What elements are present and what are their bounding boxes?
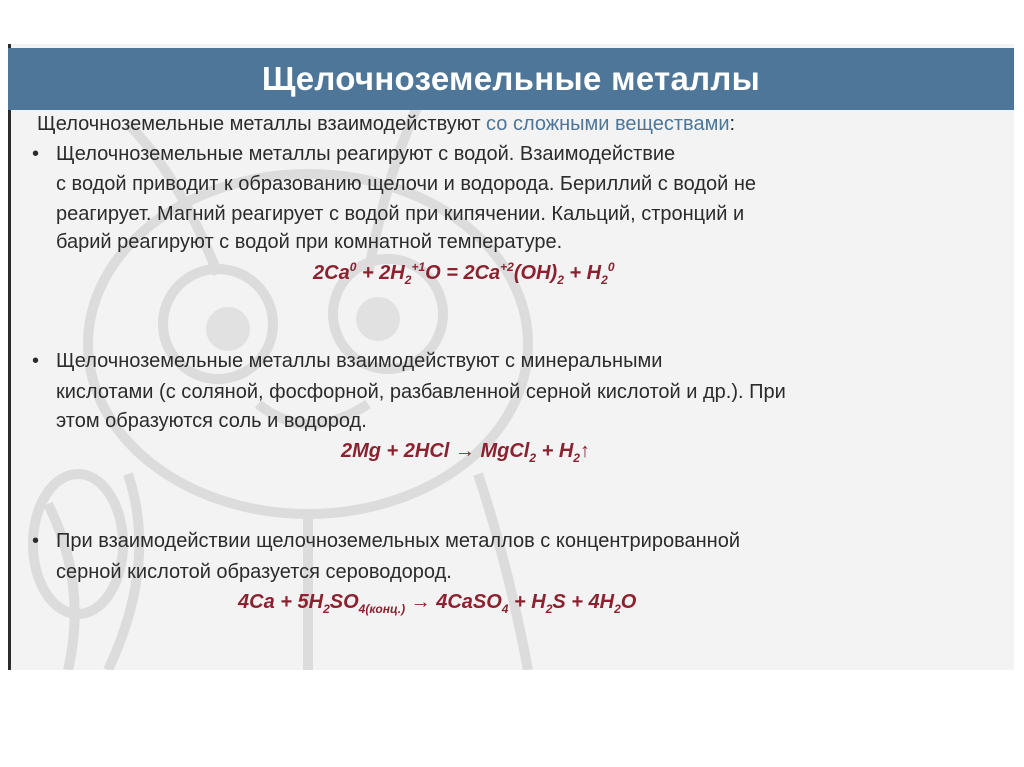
section-2-line-1: Щелочноземельные металлы взаимодействуют с минеральными [56, 350, 663, 372]
section-1-line-4: барий реагируют с водой при комнатной температуре. [56, 231, 563, 253]
intro-accent-text: со сложными веществами [486, 113, 730, 135]
section-1-line-3: реагирует. Магний реагирует с водой при кипячении. Кальций, стронций и [56, 203, 745, 225]
section-2-line-3: этом образуются соль и водород. [56, 410, 367, 432]
bullet-3: • [32, 530, 40, 552]
section-3-line-1: При взаимодействии щелочноземельных металлов с концентрированной [56, 530, 740, 552]
formula-3: $4Ca + 5H_2SO_{4(конц.)}$ → 4CaSO$_4$ + $H_2S + 4H_2O$ [238, 591, 637, 616]
section-1-line-2: с водой приводит к образованию щелочи и водорода. Бериллий с водой не [56, 173, 757, 195]
slide-title: Щелочноземельные металлы [261, 60, 761, 97]
formula-1: $2Ca^0 + 2H_2^{+1}O = 2Ca^{+2}(OH)_2 + H_2^0$ [313, 260, 615, 287]
section-3-line-2: серной кислотой образуется сероводород. [56, 561, 452, 583]
section-1-line-1: Щелочноземельные металлы реагируют с водой. Взаимодействие [56, 143, 676, 165]
intro-text: Щелочноземельные металлы взаимодействуют со сложными веществами: [37, 113, 736, 135]
slide [8, 44, 1014, 670]
bullet-2: • [32, 350, 40, 372]
bullet-1: • [32, 143, 40, 165]
title-bar [8, 48, 1014, 110]
section-2-line-2: кислотами (с соляной, фосфорной, разбавленной серной кислотой и др.). При [56, 381, 786, 403]
formula-2: 2Mg + 2HCl → MgCl$_2$ + $H_2↑$ [341, 440, 590, 465]
